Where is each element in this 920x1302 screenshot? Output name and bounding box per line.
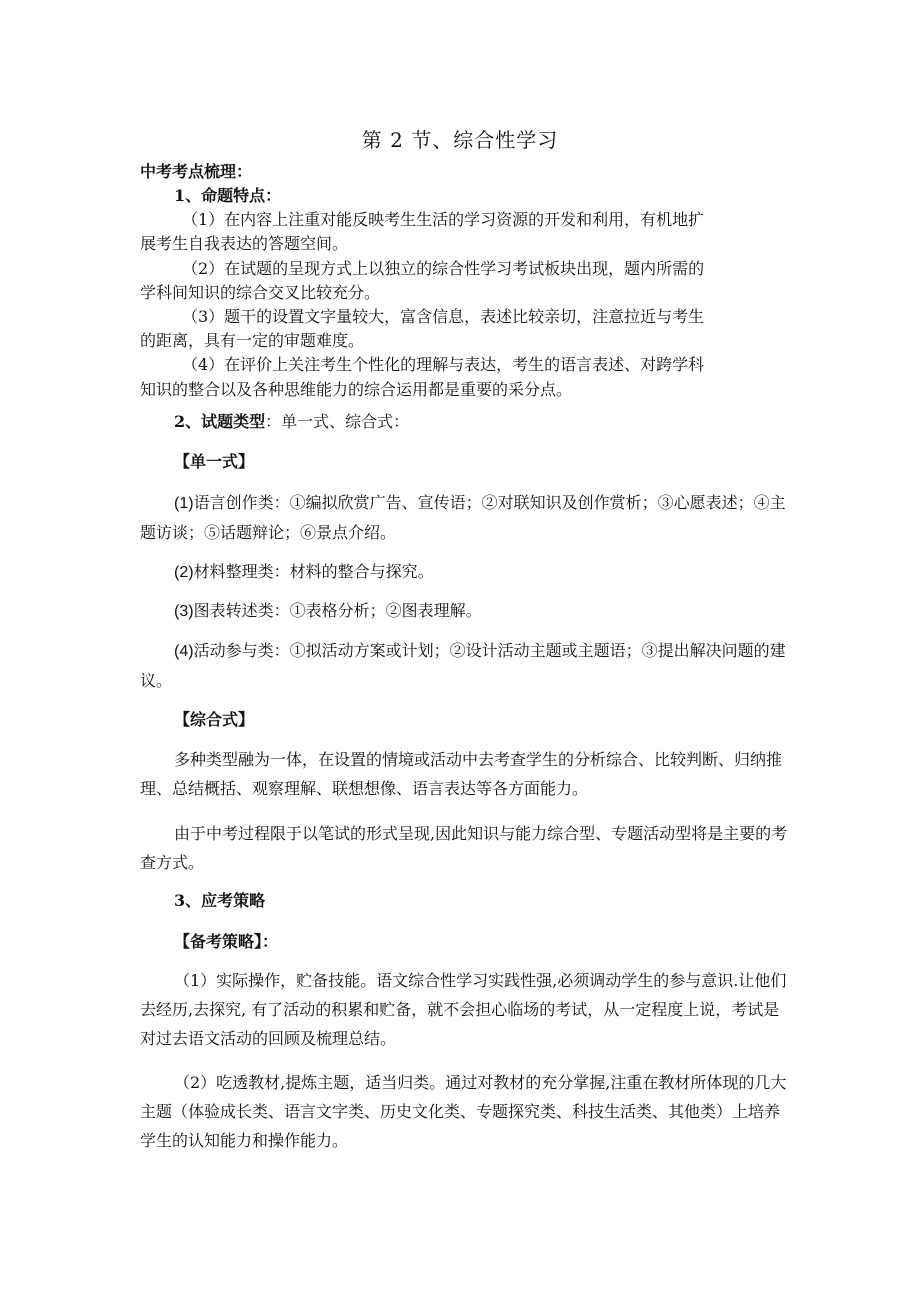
feature-4-line-2: 知识的整合以及各种思维能力的综合运用都是重要的采分点。 (140, 380, 573, 399)
subsection-2-label (174, 411, 824, 433)
compound-type-heading: 【综合式】 (174, 710, 255, 729)
section-heading: 中考考点梳理： (140, 162, 253, 181)
feature-1-line-2: 展考生自我表达的答题空间。 (140, 234, 349, 253)
subsection-1-label: 1、命题特点： (174, 186, 282, 205)
feature-1-line-1: （1）在内容上注重对能反映考生生活的学习资源的开发和利用，有机地扩 (182, 210, 705, 229)
item-text: 语言创作类：①编拟欣赏广告、宣传语；②对联知识及创作赏析；③心愿表述；④主题访谈；⑤话题辩论；⑥景点介绍。 (140, 493, 786, 542)
single-item-4 (140, 636, 790, 695)
item-text: 图表转述类：①表格分析；②图表理解。 (193, 601, 482, 620)
strategy-paragraph-2: （2）吃透教材,提炼主题，适当归类。通过对教材的充分掌握,注重在教材所体现的几大主题（体验成长类、语言文字类、历史文化类、专题探究类、科技生活类、其他类）上培养学生的认知能力和操作能力。 (140, 1073, 787, 1150)
compound-paragraph-2: 由于中考过程限于以笔试的形式呈现,因此知识与能力综合型、专题活动型将是主要的考查方式。 (140, 824, 788, 872)
feature-3-line-1: （3）题干的设置文字量较大，富含信息，表述比较亲切，注意拉近与考生 (182, 307, 705, 326)
feature-3-line-2: 的距离，具有一定的审题难度。 (140, 331, 365, 350)
item-text: 材料整理类：材料的整合与探究。 (193, 562, 434, 581)
item-number: (1) (174, 495, 194, 512)
single-item-3 (140, 596, 790, 626)
feature-2-line-1: （2）在试题的呈现方式上以独立的综合性学习考试板块出现，题内所需的 (182, 259, 705, 278)
feature-4-line-1: （4）在评价上关注考生个性化的理解与表达，考生的语言表述、对跨学科 (182, 355, 705, 374)
question-types-text: ：单一式、综合式： (265, 412, 410, 431)
subsection-3-label: 3、应考策略 (174, 891, 266, 910)
prep-strategy-heading: 【备考策略】： (174, 932, 279, 951)
compound-paragraph-1: 多种类型融为一体，在设置的情境或活动中去考查学生的分析综合、比较判断、归纳推理、总结概括、观察理解、联想想像、语言表达等各方面能力。 (140, 750, 783, 798)
single-item-1 (140, 488, 790, 547)
feature-2-line-2: 学科间知识的综合交叉比较充分。 (140, 283, 381, 302)
strategy-paragraph-1: （1）实际操作，贮备技能。语文综合性学习实践性强,必须调动学生的参与意识.让他们去经历,去探究, 有了活动的积累和贮备，就不会担心临场的考试，从一定程度上说，考试是对过去语文活动的回顾及梳理总结。 (140, 971, 787, 1048)
question-types-label: 2、试题类型 (174, 412, 266, 431)
item-number: (3) (174, 603, 194, 620)
item-number: (2) (174, 564, 194, 581)
single-type-heading: 【单一式】 (174, 452, 255, 471)
item-text: 活动参与类：①拟活动方案或计划；②设计活动主题或主题语；③提出解决问题的建议。 (140, 641, 786, 690)
page-title: 第 2 节、综合性学习 (361, 128, 559, 152)
item-number: (4) (174, 643, 194, 660)
single-item-2 (140, 557, 790, 587)
